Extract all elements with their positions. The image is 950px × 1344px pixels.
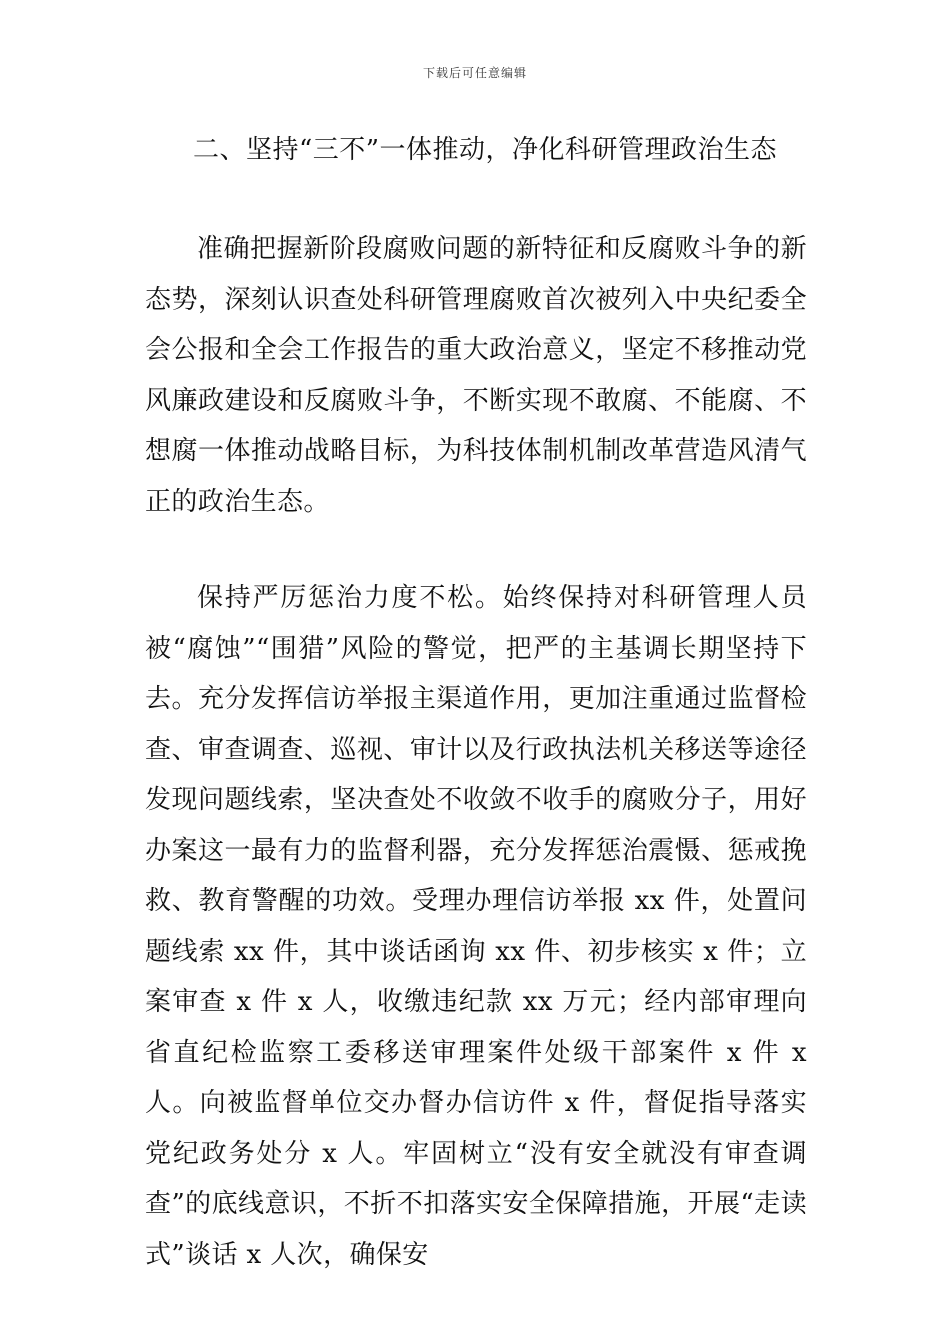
body-paragraph-1: 准确把握新阶段腐败问题的新特征和反腐败斗争的新态势，深刻认识查处科研管理腐败首次被列入中央纪委全会公报和全会工作报告的重大政治意义，坚定不移推动党风廉政建设和反腐败斗争，不断实现不敢腐、不能腐、不想腐一体推动战略目标，为科技体制机制改革营造风清气正的政治生态。 [145,234,807,517]
download-note-header: 下载后可任意编辑 [422,66,527,80]
body-paragraph-2: 保持严厉惩治力度不松。始终保持对科研管理人员被“腐蚀”“围猎”风险的警觉，把严的主基调长期坚持下去。充分发挥信访举报主渠道作用，更加注重通过监督检查、审查调查、巡视、审计以及行政执法机关移送等途径发现问题线索，坚决查处不收敛不收手的腐败分子，用好办案这一最有力的监督利器，充分发挥惩治震慑、惩戒挽救、教育警醒的功效。受理办理信访举报 xx 件，处置问题线索 xx 件，其中谈话函询 xx 件、初步核实 x 件；立案审查 x 件 x 人，收缴违纪款 xx 万元；经内部审理向省直纪检监察工委移送审理案件处级干部案件 x 件 x 人。向被监督单位交办督办信访件 x 件，督促指导落实党纪政务处分 x 人。牢固树立“没有安全就没有审查调查”的底线意识，不折不扣落实安全保障措施，开展“走读式”谈话 x 人次，确保安 [145,583,807,1270]
section-title: 二、坚持“三不”一体推动，净化科研管理政治生态 [192,135,778,165]
